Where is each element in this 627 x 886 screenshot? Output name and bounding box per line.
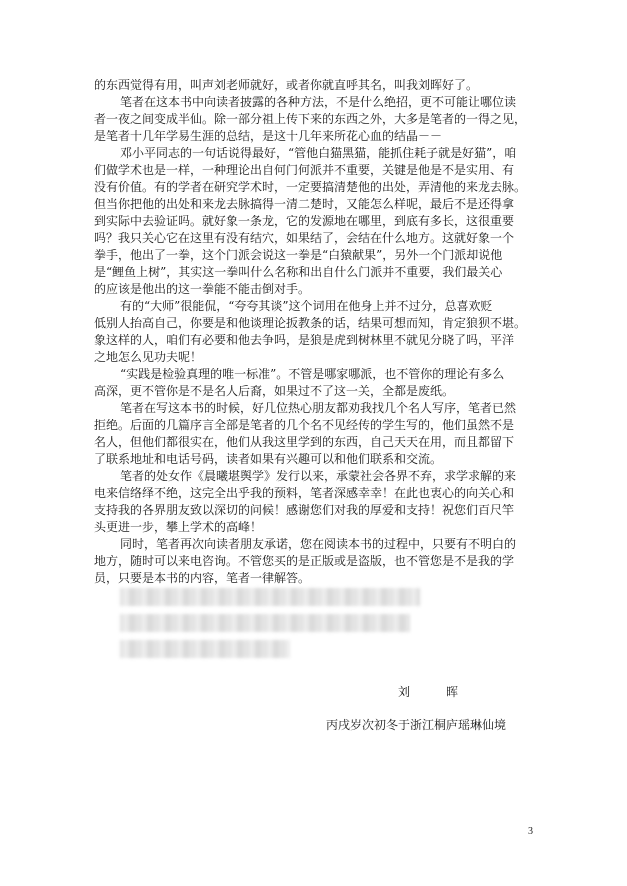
redacted-line — [120, 588, 420, 606]
body-line: 邓小平同志的一句话说得最好，“管他白猫黑猫，能抓住耗子就是好猫”，咱 — [120, 147, 517, 160]
body-line: 吗？我只关心它在这里有没有结穴，如果结了，会结在什么地方。这就好象一个 — [94, 232, 515, 245]
body-line: 之地怎么见功夫呢！ — [94, 351, 203, 364]
body-line: 地方，随时可以来电咨询。不管您买的是正版或是盗版，也不管您是不是我的学 — [94, 555, 515, 568]
body-line: 拒绝。后面的几篇序言全部是笔者的几个名不见经传的学生写的，他们虽然不是 — [94, 419, 515, 432]
redacted-block — [120, 588, 440, 660]
body-line: 低别人抬高自己，你要是和他谈理论扳教条的话，结果可想而知，肯定狼狈不堪。 — [94, 317, 527, 330]
author-signature: 刘 晖 — [398, 685, 471, 699]
body-line: 没有价值。有的学者在研究学术时，一定要搞清楚他的出处，弄清他的来龙去脉。 — [94, 181, 527, 194]
body-line: 到实际中去验证吗。就好象一条龙，它的发源地在哪里，到底有多长，这很重要 — [94, 215, 515, 228]
body-line: 同时，笔者再次向读者朋友承诺，您在阅读本书的过程中，只要有不明白的 — [120, 538, 517, 551]
body-line: 但当你把他的出处和来龙去脉搞得一清二楚时，又能怎么样呢，最后不是还得拿 — [94, 198, 515, 211]
body-line: 是笔者十几年学易生涯的总结，是这十几年来所花心血的结晶－－ — [94, 130, 443, 143]
body-line: 名人，但他们都很实在，他们从我这里学到的东西，自己天天在用，而且都留下 — [94, 436, 515, 449]
redacted-line — [120, 640, 290, 658]
body-line: 支持我的各界朋友致以深切的问候！感谢您们对我的厚爱和支持！祝您们百尺竿 — [94, 504, 515, 517]
body-line: 们做学术也是一样，一种理论出自何门何派并不重要，关键是他是不是实用、有 — [94, 164, 515, 177]
body-line: 拳手，他出了一拳，这个门派会说这一拳是“白猿献果”，另外一个门派却说他 — [94, 249, 503, 262]
body-line: 笔者的处女作《晨曦堪舆学》发行以来，承蒙社会各界不弃，求学求解的来 — [120, 470, 517, 483]
place-date-line: 丙戌岁次初冬于浙江桐庐瑶琳仙境 — [326, 718, 507, 732]
body-line: 了联系地址和电话号码，读者如果有兴趣可以和他们联系和交流。 — [94, 453, 443, 466]
body-line: 笔者在写这本书的时候，好几位热心朋友都劝我找几个名人写序，笔者已然 — [120, 402, 517, 415]
body-line: 的东西觉得有用，叫声刘老师就好，或者你就直呼其名，叫我刘晖好了。 — [94, 79, 479, 92]
body-line: 有的“大师”很能侃，“夸夸其谈”这个词用在他身上并不过分，总喜欢贬 — [120, 300, 493, 313]
body-line: 头更进一步，攀上学术的高峰！ — [94, 521, 263, 534]
body-line: 的应该是他出的这一拳能不能击倒对手。 — [94, 283, 311, 296]
body-line: 电来信络绎不绝，这完全出乎我的预料，笔者深感幸幸！在此也衷心的向关心和 — [94, 487, 515, 500]
body-line: “实践是检验真理的唯一标准”。不管是哪家哪派，也不管你的理论有多么 — [120, 368, 505, 381]
body-line: 者一夜之间变成半仙。除一部分祖上传下来的东西之外，大多是笔者的一得之见， — [94, 113, 527, 126]
body-line: 象这样的人，咱们有必要和他去争吗，是狼是虎到树林里不就见分晓了吗，平洋 — [94, 334, 515, 347]
page-number: 3 — [528, 826, 533, 837]
body-line: 高深，更不管你是不是名人后裔，如果过不了这一关，全都是废纸。 — [94, 385, 455, 398]
redacted-line — [120, 614, 410, 632]
body-line: 笔者在这本书中向读者披露的各种方法，不是什么绝招，更不可能让哪位读 — [120, 96, 517, 109]
body-line: 员，只要是本书的内容，笔者一律解答。 — [94, 572, 311, 585]
body-line: 是“鲤鱼上树”，其实这一拳叫什么名称和出自什么门派并不重要，我们最关心 — [94, 266, 503, 279]
